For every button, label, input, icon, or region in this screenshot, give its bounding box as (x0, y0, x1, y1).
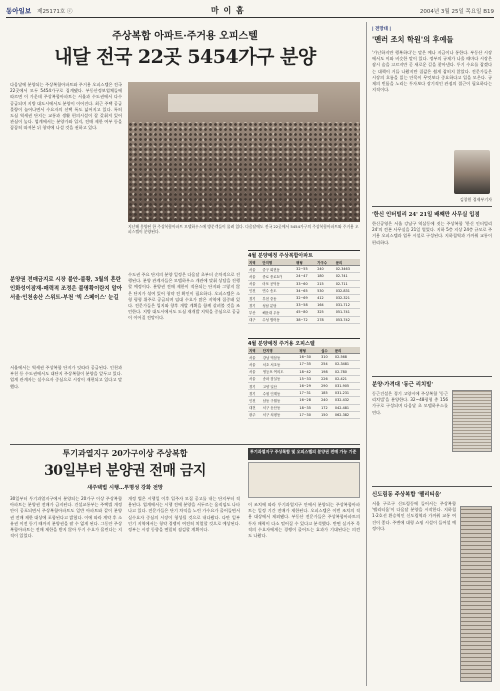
table-cell: 240 (316, 266, 334, 273)
column-divider (366, 22, 367, 686)
story2-title: '한신 인터빌리 24' 21일 배째만 사무실 입점 (372, 212, 480, 218)
table-cell: 17~35 (298, 361, 320, 368)
table-cell: 325 (316, 309, 334, 316)
table-cell: 경기 (248, 294, 261, 301)
table-row (248, 375, 360, 382)
table-cell: 150 (320, 411, 334, 418)
main-kicker: 주상복합 아파트·주거용 오피스텔 (112, 31, 258, 42)
table-cell: 부산 (248, 309, 261, 316)
story3-title: 분양·가격대 '동근 리치빌' (372, 382, 434, 388)
table-cell: 16~30 (298, 354, 320, 361)
photo-crowd (128, 122, 360, 222)
table-cell: 광주 (248, 411, 262, 418)
table-cell: 18~35 (298, 404, 320, 411)
table-row (248, 361, 360, 368)
table-cell: 16~28 (298, 397, 320, 404)
table-cell: 530 (316, 287, 334, 294)
table-row (248, 273, 360, 280)
table-row (248, 368, 360, 375)
table-cell: 172 (320, 404, 334, 411)
table-cell: 수원 인계동 (262, 390, 299, 397)
table-cell: 02-3463 (335, 266, 360, 273)
table-cell: 15~33 (298, 375, 320, 382)
table-row (248, 309, 360, 316)
table-row (248, 411, 360, 418)
photo-caption: 지난해 분양된 한 주상복합아파트 모델하우스에 방문객들이 몰려 있다. 다음달에도 전국 22곳에서 5454가구의 주상복합아파트와 주거용 오피스텔이 분양된다. (128, 224, 359, 235)
table-header: 평형 (295, 259, 316, 266)
table-row (248, 302, 360, 309)
table-cell: 16~29 (298, 382, 320, 389)
table-header: 가구수 (316, 259, 334, 266)
table-cell: 02-711 (335, 280, 360, 287)
bottom-kicker: 투기과열지구 20가구이상 주상복합 (62, 448, 188, 458)
table-cell: 412 (316, 294, 334, 301)
table-cell: 02-780 (334, 368, 360, 375)
table-cell: 278 (316, 316, 334, 323)
section-title: 마 이 홈 (211, 6, 245, 15)
table-row (248, 294, 360, 301)
table-cell: 02-3481 (334, 361, 360, 368)
table-cell: 17~30 (298, 411, 320, 418)
paper-name: 동아일보 (6, 7, 32, 15)
table-cell: 32~55 (295, 266, 316, 273)
right-rule-3 (372, 486, 492, 487)
table1 (248, 259, 360, 324)
table-cell: 062-382 (334, 411, 360, 418)
bottom-table-box (248, 462, 360, 498)
table-cell: 33~60 (295, 280, 316, 287)
model-house-photo (128, 82, 360, 222)
table-cell: 031-712 (335, 302, 360, 309)
table-cell: 강남 역삼동 (262, 354, 299, 361)
table-cell: 34~65 (295, 287, 316, 294)
table-cell: 02-421 (334, 375, 360, 382)
table-cell: 18~42 (298, 368, 320, 375)
table-row (248, 404, 360, 411)
table-header: 지역 (248, 347, 262, 354)
table-cell: 서울 (248, 273, 261, 280)
table-row (248, 390, 360, 397)
table-cell: 032-831 (335, 287, 360, 294)
bottom-table-title: 투기과열지구 주상복합 및 오피스텔의 분양권 전매 가능 기준 (248, 448, 360, 460)
main-headline: 내달 전국 22곳 5454가구 분양 (54, 46, 316, 68)
table-cell: 해운대 우동 (261, 309, 295, 316)
table2-title: 4월 분양예정 주거용 오피스텔 (248, 338, 360, 347)
main-body-col3: 수도권 주요 단지의 분양 일정은 다음달 초부터 순차적으로 진행된다. 분양 관계자들은 모델하우스 개관에 맞춰 상담을 진행할 예정이다. 분양권 전매 제한이 적용되는 단지와 그렇지 않은 단지가 섞여 있어 청약 전 확인이 필요하다. 오피스텔은 소형 평형 위주로 공급되며 임대 수요가 많은 지역에 집중돼 있다. 전문가들은 입지와 향후 개발 계획을 함께 살펴볼 것을 조언한다. 지방 대도시에서도 도심 재개발 지역을 중심으로 공급이 이어질 전망이다. (128, 272, 240, 321)
story4-text: 서울 구로구 신도림동에 들어서는 주상복합 '팰리티움'이 다음달 분양을 시작한다. 지하철 1·2호선 환승역인 신도림역과 가까워 교통 여건이 좋다. 주변에 대형 쇼핑 시설이 들어설 예정이다. (372, 501, 456, 531)
table-cell: 254 (320, 361, 334, 368)
table-row (248, 266, 360, 273)
right-rule-1 (372, 206, 492, 207)
table-row (248, 397, 360, 404)
story4-title: 신도림동 주상복합 '팰리티움' (372, 492, 442, 498)
table-cell: 32~69 (295, 294, 316, 301)
table-cell: 마포 공덕동 (261, 280, 295, 287)
table-header: 문의 (334, 347, 360, 354)
table-cell: 051-741 (335, 309, 360, 316)
table-cell: 서구 둔산동 (262, 404, 299, 411)
table-row (248, 354, 360, 361)
table-header: 실수 (320, 347, 334, 354)
story2-text: 한신공영은 서울 강남구 역삼동에 짓는 주상복합 '한신 인터빌리 24'의 견본 사무실을 21일 열었다. 지하 5층 지상 24층 규모로 주거용 오피스텔과 업무 시설로 구성된다. 지하철역과 가까워 교통이 편리하다. (372, 221, 492, 245)
table-cell: 인천 (248, 397, 262, 404)
table-cell: 33~58 (295, 302, 316, 309)
building-photo-2 (460, 506, 492, 682)
table-cell: 대구 (248, 316, 261, 323)
table-cell: 종로 종로3가 (261, 273, 295, 280)
table-row (248, 280, 360, 287)
table-cell: 경기 (248, 382, 262, 389)
table-cell: 송파 잠실동 (262, 375, 299, 382)
table-cell: 042-481 (334, 404, 360, 411)
table-cell: 226 (320, 375, 334, 382)
bottom-body-col2: 개정 법은 시행일 이후 입주자 모집 공고를 내는 단지부터 적용된다. 업계에서는 시행 전에 분양을 서두르는 움직임도 나타나고 있다. 전문가들은 단기 차익을 노린 가수요가 줄어들면서 실수요자 중심의 시장이 형성될 것으로 내다봤다. 다만 일부 인기 지역에서는 청약 경쟁이 여전히 치열할 것으로 예상된다. 정부는 시장 동향을 면밀히 점검할 계획이다. (128, 496, 240, 533)
table-cell: 240 (320, 397, 334, 404)
author-portrait (454, 150, 490, 194)
table-cell: 성남 분당 (261, 302, 295, 309)
section-rule (10, 444, 360, 445)
table1-title: 4월 분양예정 주상복합아파트 (248, 250, 360, 259)
table-cell: 215 (316, 280, 334, 287)
bottom-subhead: 새주택법 시행…투명성 강화 전망 (87, 485, 163, 491)
table-cell: 185 (320, 390, 334, 397)
right-rule-2 (372, 376, 492, 377)
table-header: 문의 (335, 259, 360, 266)
table-cell: 032-432 (334, 397, 360, 404)
table-row (248, 316, 360, 323)
table-cell: 02-568 (334, 354, 360, 361)
main-body-col1: 다음달에 분양되는 주상복합아파트와 주거용 오피스텔은 전국 22곳에서 모두 5454가구로 집계됐다. 부동산정보업체들에 따르면 이 가운데 주상복합아파트는 서울과 수도권에서 다수 공급되며 지방 대도시에서도 분양이 이어진다. 최근 주택 공급 물량이 늘어나면서 수요자의 선택 폭도 넓어지고 있다. 특히 도심 역세권 단지는 교통과 생활 편의시설이 잘 갖춰져 있어 관심이 높다. 업계에서는 분양가와 입지, 전매 제한 여부 등을 꼼꼼히 따져본 뒤 청약에 나설 것을 권하고 있다. (10, 82, 122, 131)
table-header: 지역 (248, 259, 261, 266)
table-cell: 수성 범어동 (261, 316, 295, 323)
story3-text: 동근건설은 경기 고양시에 주상복합 '동근 리치빌'을 분양한다. 32~48평형 총 156가구로 구성되며 다음달 초 모델하우스를 연다. (372, 391, 448, 415)
main-body-col2: 서울에서는 역세권 주상복합 단지가 잇따라 공급된다. 인천과 부천 등 수도권에서도 대단지 주상복합이 분양을 앞두고 있다. 업계 관계자는 실수요자 중심으로 시장이 재편되고 있다고 말했다. (10, 365, 122, 389)
table-cell: 고양 일산 (262, 382, 299, 389)
table-cell: 서울 (248, 354, 262, 361)
table-cell: 164 (316, 302, 334, 309)
table-cell: 서울 (248, 361, 262, 368)
issue-number: 제25171호 ⓒ (37, 8, 73, 15)
column-title: '멘러 조치 학원'의 후예들 (372, 35, 454, 44)
table-cell: 경기 (248, 390, 262, 397)
bottom-body-col1: 30일부터 투기과열지구에서 분양되는 20가구 이상 주상복합아파트는 분양권 전매가 금지된다. 건설교통부는 주택법 개정안이 공포되면서 주상복합아파트도 일반 아파트와 같이 분양권 전매 제한 대상에 포함된다고 밝혔다. 이에 따라 계약 후 소유권 이전 등기 때까지 분양권을 팔 수 없게 된다. 그동안 주상복합아파트는 전매 제한을 받지 않아 투기 수요가 몰린다는 지적이 있었다. (10, 496, 122, 539)
table-cell: 남동 구월동 (262, 397, 299, 404)
table-cell: 부천 중동 (261, 294, 295, 301)
table-cell: 서울 (248, 375, 262, 382)
table-cell: 031-231 (334, 390, 360, 397)
table-cell: 영등포 여의도 (262, 368, 299, 375)
table-cell: 290 (320, 382, 334, 389)
table-cell: 38~72 (295, 316, 316, 323)
table-cell: 02-741 (335, 273, 360, 280)
column-label: | 전망대 | (372, 27, 391, 32)
table-row (248, 287, 360, 294)
author-byline: 김창원 경제부기자 (459, 197, 492, 202)
building-photo-1 (452, 390, 492, 452)
photo-sign (168, 94, 318, 112)
column-text: '가난하지만 행복하다'는 말은 예나 지금이나 통한다. 부동산 시장에서도 이와 비슷한 말이 있다. 정부의 규제가 나올 때마다 시장은 잠시 숨을 고르지만 곧 새로운 길을 찾아낸다. 투기 수요를 잡겠다는 대책이 거듭 나왔지만 집값은 쉽게 잡히지 않았다. 전문가들은 시장의 흐름을 읽는 안목이 무엇보다 중요하다고 입을 모은다. 규제의 빈틈을 노리는 투자보다 장기적인 관점의 접근이 필요하다는 지적이다. (372, 50, 492, 93)
table-cell: 310 (320, 354, 334, 361)
table-cell: 서울 (248, 266, 261, 273)
table-cell: 서울 (248, 280, 261, 287)
table-cell: 서구 치평동 (262, 411, 299, 418)
bottom-headline: 30일부터 분양권 전매 금지 (44, 463, 206, 479)
page-date: 2004년 3월 25일 목요일 B19 (419, 8, 494, 15)
table-cell: 24~47 (295, 273, 316, 280)
table-cell: 053-742 (335, 316, 360, 323)
table-cell: 연수 송도 (261, 287, 295, 294)
table-cell: 서울 (248, 368, 262, 375)
table-cell: 45~80 (295, 309, 316, 316)
table-header: 단지명 (262, 347, 299, 354)
table-cell: 서초 서초동 (262, 361, 299, 368)
table-header: 평형 (298, 347, 320, 354)
bottom-body-col3: 이 조치에 따라 투기과열지구 안에서 분양되는 주상복합아파트는 일정 기간 전매가 제한된다. 오피스텔은 이번 조치의 적용 대상에서 제외됐다. 부동산 전문가들은 주상복합아파트의 투자 매력이 다소 떨어질 수 있다고 분석했다. 반면 실거주 목적의 수요자에게는 경쟁이 줄어드는 효과가 기대된다는 의견도 나왔다. (248, 502, 360, 539)
table-cell: 198 (320, 368, 334, 375)
table-cell: 032-321 (335, 294, 360, 301)
table-cell: 180 (316, 273, 334, 280)
table-cell: 대전 (248, 404, 262, 411)
main-subhead: 분양권 전매금지로 시장 불안-불황, 3월의 혼란 인화성이잠재-매력적 조정은 불명확이란지 알아 서울·인천송산 스위트-부천 '빅 스페이스' 눈길 (10, 277, 123, 301)
table-cell: 17~31 (298, 390, 320, 397)
table-cell: 경기 (248, 302, 261, 309)
masthead (6, 4, 494, 18)
table-header: 단지명 (261, 259, 295, 266)
table-row (248, 382, 360, 389)
table-cell: 인천 (248, 287, 261, 294)
table2 (248, 347, 360, 419)
table-cell: 031-905 (334, 382, 360, 389)
table-cell: 중구 회현동 (261, 266, 295, 273)
